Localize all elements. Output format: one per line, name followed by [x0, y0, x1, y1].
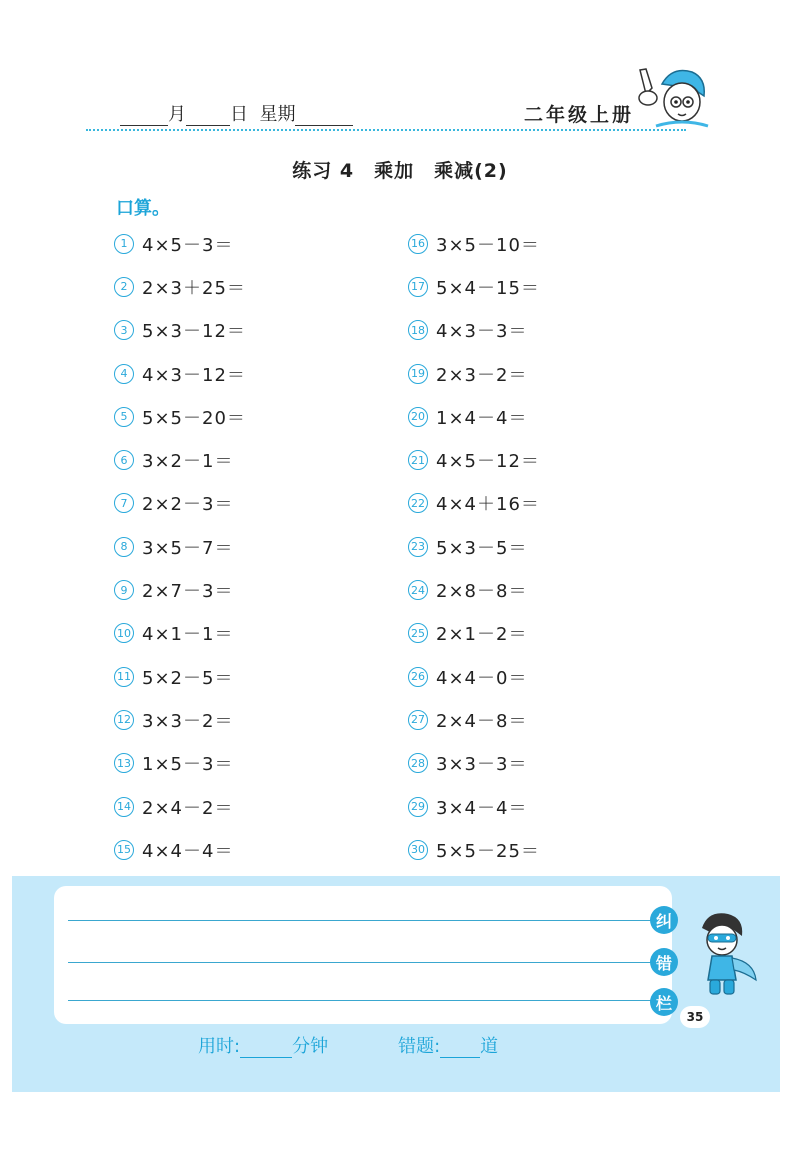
section-label: 口算。: [116, 198, 170, 219]
correction-line-3[interactable]: [68, 1000, 660, 1001]
problem-29[interactable]: [408, 785, 540, 828]
problem-number: 17: [408, 277, 428, 297]
correction-tag-2: 错: [650, 948, 678, 976]
problem-13[interactable]: [114, 742, 246, 785]
problem-expression: 2×4－2＝: [142, 797, 234, 819]
problem-2[interactable]: [114, 265, 246, 308]
problem-number: 20: [408, 407, 428, 427]
problem-number: 24: [408, 580, 428, 600]
problem-11[interactable]: [114, 655, 246, 698]
problem-number: 21: [408, 450, 428, 470]
header-divider: [86, 129, 686, 131]
problem-expression: 3×3－2＝: [142, 710, 234, 732]
mascot-hero-icon: [688, 906, 758, 1002]
day-blank[interactable]: [186, 107, 230, 126]
errors-blank[interactable]: [440, 1039, 480, 1058]
time-label: 用时:: [198, 1036, 241, 1057]
problem-expression: 2×7－3＝: [142, 581, 234, 603]
problem-expression: 2×4－8＝: [436, 710, 528, 732]
problem-number: 28: [408, 753, 428, 773]
problem-expression: 5×3－12＝: [142, 321, 246, 343]
correction-line-2[interactable]: [68, 962, 660, 963]
problem-expression: 3×5－7＝: [142, 537, 234, 559]
problem-expression: 5×3－5＝: [436, 537, 528, 559]
problem-number: 14: [114, 797, 134, 817]
problem-15[interactable]: [114, 828, 246, 871]
problem-number: 5: [114, 407, 134, 427]
problem-expression: 2×1－2＝: [436, 624, 528, 646]
problem-3[interactable]: [114, 309, 246, 352]
problem-column-right: [408, 222, 540, 871]
problem-16[interactable]: [408, 222, 540, 265]
topic-multiply-add: 乘加: [374, 160, 415, 182]
problem-number: 7: [114, 493, 134, 513]
problem-number: 19: [408, 364, 428, 384]
date-line: [120, 100, 353, 126]
problem-27[interactable]: [408, 698, 540, 741]
problem-26[interactable]: [408, 655, 540, 698]
problem-28[interactable]: [408, 742, 540, 785]
weekday-label: 星期: [259, 104, 296, 125]
problem-expression: 4×4－0＝: [436, 667, 528, 689]
errors-unit: 道: [480, 1036, 499, 1057]
problem-expression: 3×2－1＝: [142, 451, 234, 473]
problem-number: 1: [114, 234, 134, 254]
problem-22[interactable]: [408, 482, 540, 525]
problem-number: 10: [114, 623, 134, 643]
problem-expression: 4×4＋16＝: [436, 494, 540, 516]
problem-14[interactable]: [114, 785, 246, 828]
problem-number: 15: [114, 840, 134, 860]
problem-17[interactable]: [408, 265, 540, 308]
problem-expression: 4×3－12＝: [142, 364, 246, 386]
topic-multiply-subtract: 乘减(2): [434, 160, 508, 182]
grade-label: 二年级上册: [523, 104, 634, 126]
problem-24[interactable]: [408, 568, 540, 611]
footer-record: [198, 1032, 498, 1058]
page-title: [0, 156, 800, 183]
problem-column-left: [114, 222, 246, 871]
errors-label: 错题:: [398, 1036, 441, 1057]
problem-number: 22: [408, 493, 428, 513]
problem-expression: 5×5－25＝: [436, 840, 540, 862]
problem-1[interactable]: [114, 222, 246, 265]
problem-number: 30: [408, 840, 428, 860]
problem-expression: 3×4－4＝: [436, 797, 528, 819]
problem-21[interactable]: [408, 438, 540, 481]
problem-expression: 3×5－10＝: [436, 234, 540, 256]
problem-number: 27: [408, 710, 428, 730]
problem-expression: 2×3－2＝: [436, 364, 528, 386]
time-blank[interactable]: [240, 1039, 292, 1058]
problem-expression: 4×5－3＝: [142, 234, 234, 256]
problem-expression: 4×5－12＝: [436, 451, 540, 473]
time-unit: 分钟: [292, 1036, 329, 1057]
mascot-pointing-icon: [632, 64, 710, 134]
correction-panel: [12, 876, 780, 1092]
problem-9[interactable]: [114, 568, 246, 611]
problem-number: 8: [114, 537, 134, 557]
problem-expression: 2×3＋25＝: [142, 277, 246, 299]
problem-23[interactable]: [408, 525, 540, 568]
problem-18[interactable]: [408, 309, 540, 352]
problem-number: 29: [408, 797, 428, 817]
problem-number: 4: [114, 364, 134, 384]
problem-expression: 1×4－4＝: [436, 407, 528, 429]
month-label: 月: [168, 104, 186, 125]
problem-number: 3: [114, 320, 134, 340]
problem-expression: 2×2－3＝: [142, 494, 234, 516]
problem-10[interactable]: [114, 612, 246, 655]
problem-expression: 2×8－8＝: [436, 581, 528, 603]
problem-4[interactable]: [114, 352, 246, 395]
correction-tag-1: 纠: [650, 906, 678, 934]
problem-expression: 4×4－4＝: [142, 840, 234, 862]
page-header: [0, 0, 800, 140]
problem-12[interactable]: [114, 698, 246, 741]
correction-paper: [54, 886, 672, 1024]
month-blank[interactable]: [120, 107, 168, 126]
problem-number: 18: [408, 320, 428, 340]
exercise-number: 练习 4: [292, 160, 355, 182]
problem-number: 11: [114, 667, 134, 687]
problem-5[interactable]: [114, 395, 246, 438]
problem-number: 2: [114, 277, 134, 297]
correction-line-1[interactable]: [68, 920, 660, 921]
problem-20[interactable]: [408, 395, 540, 438]
problem-expression: 4×1－1＝: [142, 624, 234, 646]
problem-7[interactable]: [114, 482, 246, 525]
problem-number: 12: [114, 710, 134, 730]
problem-expression: 3×3－3＝: [436, 754, 528, 776]
problem-number: 9: [114, 580, 134, 600]
problem-expression: 1×5－3＝: [142, 754, 234, 776]
problem-25[interactable]: [408, 612, 540, 655]
day-label: 日: [230, 104, 248, 125]
problem-number: 25: [408, 623, 428, 643]
problem-number: 26: [408, 667, 428, 687]
problem-expression: 5×5－20＝: [142, 407, 246, 429]
problem-30[interactable]: [408, 828, 540, 871]
problem-number: 13: [114, 753, 134, 773]
problem-8[interactable]: [114, 525, 246, 568]
correction-tag-3: 栏: [650, 988, 678, 1016]
problem-6[interactable]: [114, 438, 246, 481]
problem-expression: 5×4－15＝: [436, 277, 540, 299]
problem-number: 23: [408, 537, 428, 557]
problem-expression: 4×3－3＝: [436, 321, 528, 343]
problem-number: 16: [408, 234, 428, 254]
problem-number: 6: [114, 450, 134, 470]
page-number: 35: [680, 1006, 710, 1028]
problem-expression: 5×2－5＝: [142, 667, 234, 689]
problem-19[interactable]: [408, 352, 540, 395]
weekday-blank[interactable]: [295, 107, 353, 126]
